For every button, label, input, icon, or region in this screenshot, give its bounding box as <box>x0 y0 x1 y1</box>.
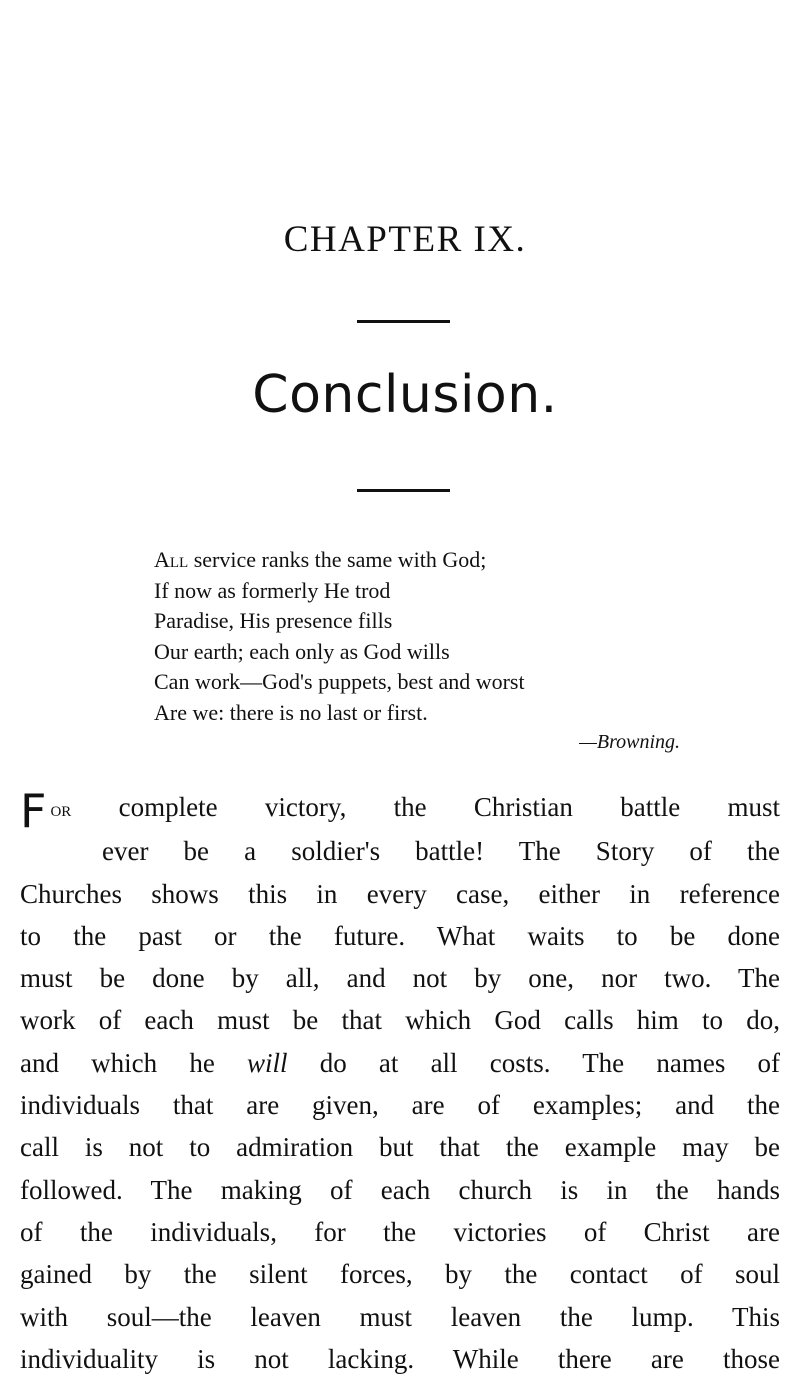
emphasis-will: will <box>247 1047 288 1078</box>
body-line-7 <box>20 1042 780 1084</box>
drop-cap-letter: F <box>20 784 47 838</box>
body-line-3: Churches shows this in every case, either in reference <box>20 878 780 909</box>
epigraph-line-2: If now as formerly He trod <box>154 577 391 603</box>
body-line-5: must be done by all, and not by one, nor two. The <box>20 963 780 994</box>
body-line-13: with soul—the leaven must leaven the lump. This <box>20 1301 780 1332</box>
epigraph-lead-word: All <box>154 547 189 572</box>
body-paragraph <box>20 786 780 1380</box>
body-line-12: gained by the silent forces, by the contact of soul <box>20 1259 780 1290</box>
bottom-divider-rule <box>357 489 450 492</box>
body-line-2: ever be a soldier's battle! The Story of the <box>102 836 780 867</box>
epigraph-line-3: Paradise, His presence fills <box>154 608 393 633</box>
epigraph-line-1 <box>154 545 684 576</box>
body-line-6: work of each must be that which God calls him to do, <box>20 1005 780 1036</box>
chapter-title: Conclusion. <box>252 365 558 425</box>
chapter-heading: CHAPTER IX. <box>283 219 527 260</box>
epigraph-line-1-rest: service ranks the same with God; <box>188 547 487 572</box>
lead-small-caps: or <box>50 796 72 821</box>
body-line-4: to the past or the future. What waits to be done <box>20 920 780 951</box>
epigraph-line-4: Our earth; each only as God wills <box>154 638 450 664</box>
body-line-1-rest: complete victory, the Christian battle must <box>71 792 780 822</box>
top-divider-rule <box>357 320 450 323</box>
body-line-1 <box>20 784 780 838</box>
body-line-11: of the individuals, for the victories of Christ are <box>20 1216 780 1247</box>
body-line-14: individuality is not lacking. While there are those <box>20 1343 780 1374</box>
epigraph-line-6: Are we: there is no last or first. <box>154 699 428 725</box>
body-line-7-start: and which he <box>20 1047 215 1078</box>
body-line-10: followed. The making of each church is in the hands <box>20 1174 780 1205</box>
body-line-8: individuals that are given, are of examples; and the <box>20 1090 780 1121</box>
epigraph-attribution: —Browning. <box>579 731 680 753</box>
epigraph-poem <box>154 545 684 728</box>
epigraph-line-5: Can work—God's puppets, best and worst <box>154 669 525 694</box>
body-line-9: call is not to admiration but that the example may be <box>20 1132 780 1163</box>
body-line-7-end: do at all costs. The names of <box>319 1047 781 1078</box>
